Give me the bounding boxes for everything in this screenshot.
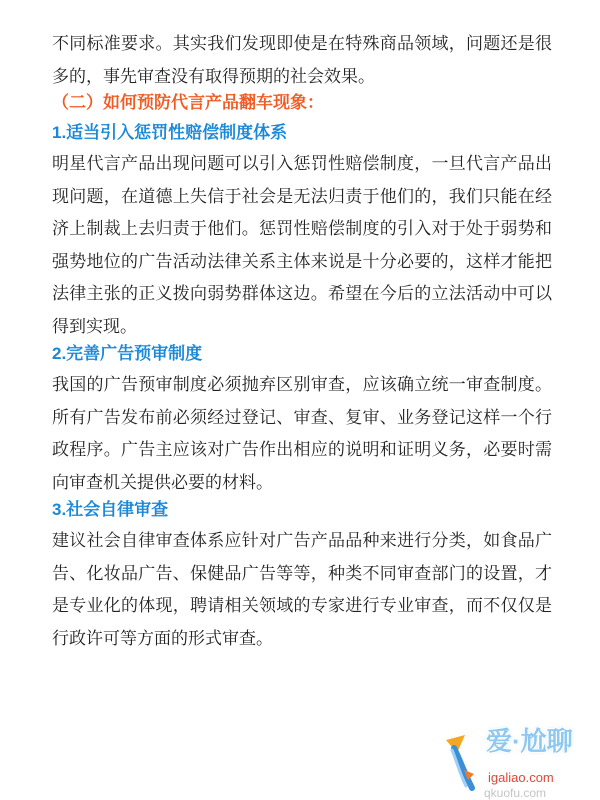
article-body (52, 28, 552, 655)
ad-pre-review-paragraph (52, 369, 552, 499)
self-regulation-paragraph (52, 525, 552, 655)
paragraph-line: 济上制裁上去归责于他们。惩罚性赔偿制度的引入对于处于弱势和 (52, 219, 552, 238)
paragraph-line: 得到实现。 (52, 316, 137, 336)
paragraph-line: 明星代言产品出现问题可以引入惩罚性赔偿制度，一旦代言产品出 (52, 154, 552, 173)
subheading-ad-pre-review: 2.完善广告预审制度 (52, 344, 203, 363)
paragraph-line: 政程序。广告主应该对广告作出相应的说明和证明义务，必要时需 (52, 440, 552, 459)
footer-domain-text: qkuofu.com (484, 786, 547, 800)
paragraph-line: 建议社会自律审查体系应针对广告产品品种来进行分类，如食品广 (52, 531, 552, 550)
logo-brand-text: 爱·尬聊 (486, 726, 573, 756)
paragraph-line: 法律主张的正义拨向弱势群体这边。希望在今后的立法活动中可以 (52, 284, 552, 303)
subheading-self-regulation: 3.社会自律审查 (52, 500, 169, 519)
paragraph-line: 所有广告发布前必须经过登记、审查、复审、业务登记这样一个行 (52, 407, 552, 427)
paragraph-line: 现问题，在道德上失信于社会是无法归责于他们的，我们只能在经 (52, 186, 552, 206)
site-watermark-logo (438, 724, 600, 800)
paragraph-line: 行政许可等方面的形式审查。 (52, 628, 273, 648)
logo-domain-text: igaliao.com (488, 770, 554, 785)
paragraph-line: 向审查机关提供必要的材料。 (52, 472, 273, 492)
punitive-damages-paragraph (52, 148, 552, 343)
paragraph-line: 我国的广告预审制度必须抛弃区别审查，应该确立统一审查制度。 (52, 375, 552, 394)
section-heading: （二）如何预防代言产品翻车现象： (52, 93, 324, 112)
paragraph-line: 多的，事先审查没有取得预期的社会效果。 (52, 66, 375, 86)
paragraph-line: 强势地位的广告活动法律关系主体来说是十分必要的，这样才能把 (52, 251, 552, 271)
paragraph-line: 不同标准要求。其实我们发现即使是在特殊商品领域，问题还是很 (52, 34, 552, 53)
subheading-punitive-damages: 1.适当引入惩罚性赔偿制度体系 (52, 123, 288, 142)
paragraph-line: 是专业化的体现，聘请相关领域的专家进行专业审查，而不仅仅是 (52, 596, 552, 615)
paragraph-line: 告、化妆品广告、保健品广告等等，种类不同审查部门的设置，才 (52, 563, 552, 583)
intro-paragraph (52, 28, 552, 93)
pencil-bird-icon (438, 726, 482, 796)
